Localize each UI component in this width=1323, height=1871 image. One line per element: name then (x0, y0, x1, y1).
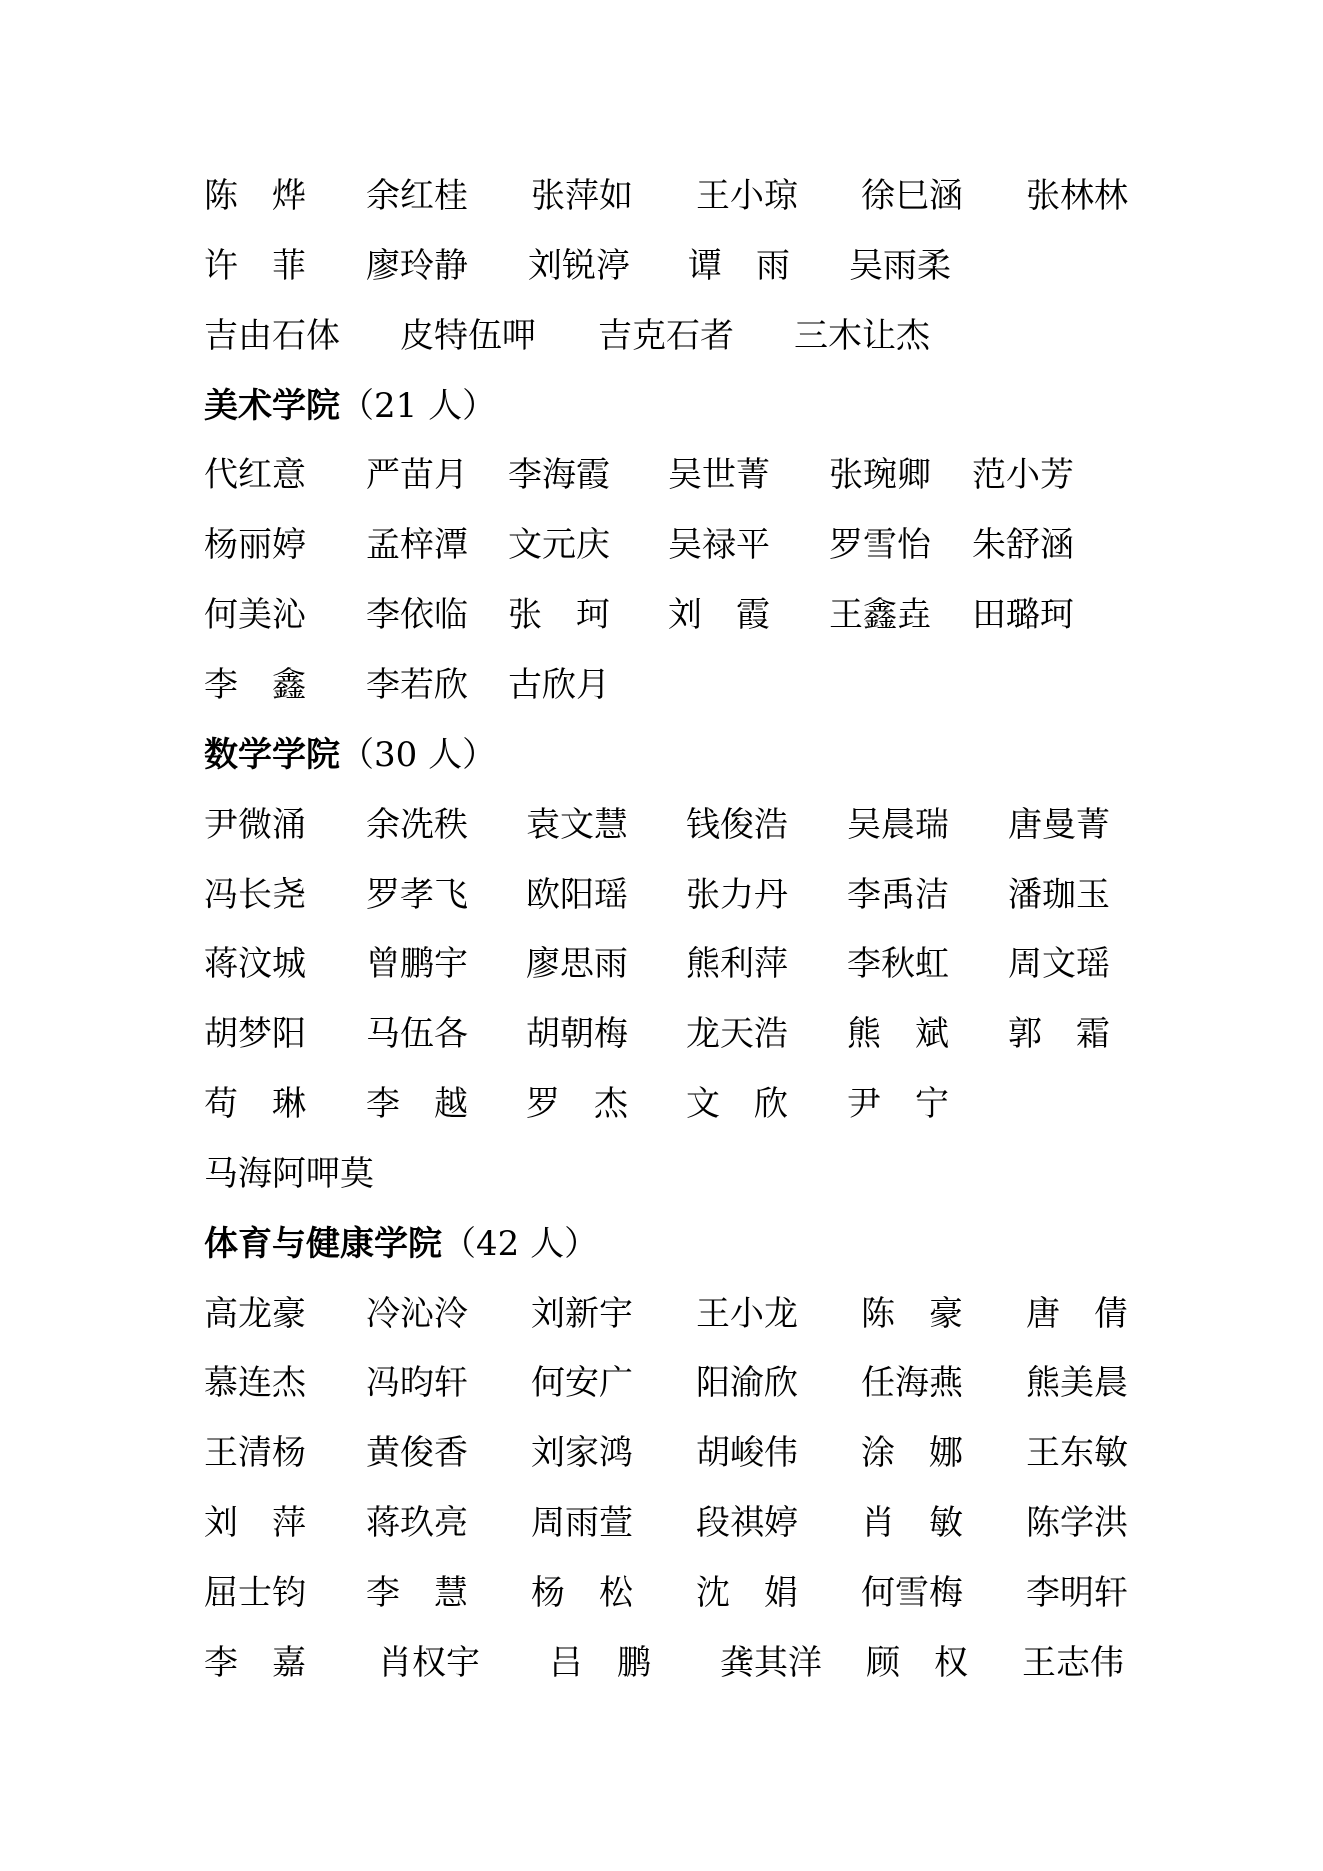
student-name: 李秋虹 (847, 944, 949, 985)
name-row (0, 666, 1323, 704)
student-name: 杨 松 (531, 1573, 633, 1613)
student-name: 三木让杰 (794, 315, 930, 356)
student-name: 陈 烨 (204, 176, 306, 216)
college-name: 体育与健康学院 (204, 1223, 442, 1264)
student-name: 胡朝梅 (526, 1014, 628, 1055)
student-name: 何雪梅 (861, 1573, 963, 1613)
student-name: 余冼秩 (366, 804, 468, 845)
name-row (0, 1155, 1323, 1193)
student-name: 范小芳 (972, 455, 1074, 496)
student-name: 屈士钧 (204, 1573, 306, 1613)
name-row (0, 1015, 1323, 1053)
student-name: 吉克石者 (598, 315, 734, 356)
college-name: 数学学院 (204, 734, 340, 775)
student-name: 沈 娟 (696, 1573, 798, 1613)
student-name: 刘 霞 (668, 595, 770, 636)
student-name: 蒋汶城 (204, 944, 306, 985)
student-name: 田璐珂 (972, 595, 1074, 636)
student-name: 王小龙 (696, 1293, 798, 1334)
student-name: 胡梦阳 (204, 1014, 306, 1055)
student-name: 潘珈玉 (1008, 874, 1110, 915)
student-name: 袁文慧 (526, 804, 628, 845)
student-name: 李依临 (366, 595, 468, 636)
name-row (0, 247, 1323, 285)
student-name: 钱俊浩 (686, 804, 788, 845)
student-name: 龙天浩 (686, 1014, 788, 1055)
student-name: 张萍如 (531, 176, 633, 216)
student-name: 熊美晨 (1026, 1363, 1128, 1404)
student-name: 高龙豪 (204, 1293, 306, 1334)
student-name: 杨丽婷 (204, 525, 306, 566)
student-name: 段祺婷 (696, 1503, 798, 1544)
student-name: 谭 雨 (688, 245, 790, 286)
student-name: 吴世菁 (668, 455, 770, 496)
student-name: 熊利萍 (686, 944, 788, 985)
student-name: 王志伟 (1022, 1642, 1124, 1683)
student-name: 严苗月 (366, 455, 468, 496)
student-name: 李若欣 (366, 664, 468, 705)
name-row (0, 945, 1323, 983)
name-row (0, 876, 1323, 914)
student-name: 周雨萱 (531, 1503, 633, 1544)
student-name: 唐 倩 (1026, 1293, 1128, 1334)
student-name: 吴禄平 (668, 525, 770, 566)
student-name: 唐曼菁 (1008, 804, 1110, 845)
name-row (0, 596, 1323, 634)
student-name: 刘锐渟 (528, 245, 630, 286)
student-name: 吴雨柔 (849, 245, 951, 286)
student-name: 李明轩 (1026, 1573, 1128, 1613)
name-row (0, 317, 1323, 355)
student-name: 何安广 (531, 1363, 633, 1404)
headcount: （21 人） (340, 385, 497, 426)
student-name: 李 鑫 (204, 664, 306, 705)
student-name: 廖思雨 (526, 944, 628, 985)
student-name: 朱舒涵 (972, 525, 1074, 566)
headcount: （30 人） (340, 734, 497, 775)
name-row (0, 806, 1323, 844)
name-row (0, 526, 1323, 564)
student-name: 李禹洁 (847, 874, 949, 915)
student-name: 文元庆 (508, 525, 610, 566)
student-name: 古欣月 (508, 664, 610, 705)
student-name: 李 越 (366, 1084, 468, 1125)
name-row (0, 1644, 1323, 1682)
student-name: 吉由石体 (204, 315, 340, 356)
student-name: 徐巳涵 (861, 176, 963, 216)
name-row (0, 456, 1323, 494)
student-name: 肖 敏 (861, 1503, 963, 1544)
student-name: 李 慧 (366, 1573, 468, 1613)
student-name: 欧阳瑶 (526, 874, 628, 915)
student-name: 熊 斌 (847, 1014, 949, 1055)
student-name: 陈 豪 (861, 1293, 963, 1334)
student-name: 顾 权 (866, 1642, 968, 1683)
student-name: 吕 鹏 (549, 1642, 651, 1683)
student-name: 尹 宁 (847, 1084, 949, 1125)
name-row (0, 177, 1323, 215)
name-row (0, 1364, 1323, 1402)
student-name: 王小琼 (696, 176, 798, 216)
name-row (0, 1504, 1323, 1542)
name-row (0, 1574, 1323, 1612)
student-name: 王鑫垚 (829, 595, 931, 636)
student-name: 孟梓潭 (366, 525, 468, 566)
student-name: 胡峻伟 (696, 1433, 798, 1474)
student-name: 马伍各 (366, 1014, 468, 1055)
student-name: 许 菲 (204, 245, 306, 286)
name-row (0, 1434, 1323, 1472)
student-name: 张琬卿 (829, 455, 931, 496)
student-name: 代红意 (204, 455, 306, 496)
name-row (0, 1295, 1323, 1333)
college-name: 美术学院 (204, 385, 340, 426)
student-name: 刘 萍 (204, 1503, 306, 1544)
student-name: 余红桂 (366, 176, 468, 216)
student-name: 马海阿呷莫 (204, 1153, 374, 1194)
student-name: 皮特伍呷 (400, 315, 536, 356)
student-name: 张力丹 (686, 874, 788, 915)
headcount: （42 人） (442, 1223, 599, 1264)
student-name: 肖权宇 (378, 1642, 480, 1683)
student-name: 冷沁泠 (366, 1293, 468, 1334)
section-heading (204, 736, 496, 774)
student-name: 任海燕 (861, 1363, 963, 1404)
student-name: 苟 琳 (204, 1084, 306, 1125)
student-name: 陈学洪 (1026, 1503, 1128, 1544)
student-name: 涂 娜 (861, 1433, 963, 1474)
student-name: 罗孝飞 (366, 874, 468, 915)
student-name: 罗 杰 (526, 1084, 628, 1125)
student-name: 李 嘉 (204, 1642, 306, 1683)
student-name: 冯昀轩 (366, 1363, 468, 1404)
student-name: 刘家鸿 (531, 1433, 633, 1474)
student-name: 黄俊香 (366, 1433, 468, 1474)
student-name: 李海霞 (508, 455, 610, 496)
student-name: 张 珂 (508, 595, 610, 636)
student-name: 郭 霜 (1008, 1014, 1110, 1055)
student-name: 周文瑶 (1008, 944, 1110, 985)
student-name: 何美沁 (204, 595, 306, 636)
student-name: 阳渝欣 (696, 1363, 798, 1404)
student-name: 王东敏 (1026, 1433, 1128, 1474)
section-heading (204, 1225, 598, 1263)
section-heading (204, 387, 496, 425)
student-name: 罗雪怡 (829, 525, 931, 566)
student-name: 冯长尧 (204, 874, 306, 915)
student-name: 尹微涌 (204, 804, 306, 845)
student-name: 曾鹏宇 (366, 944, 468, 985)
student-name: 龚其洋 (720, 1642, 822, 1683)
student-name: 蒋玖亮 (366, 1503, 468, 1544)
student-name: 廖玲静 (366, 245, 468, 286)
student-name: 王清杨 (204, 1433, 306, 1474)
student-name: 慕连杰 (204, 1363, 306, 1404)
student-name: 刘新宇 (531, 1293, 633, 1334)
name-row (0, 1085, 1323, 1123)
student-name: 文 欣 (686, 1084, 788, 1125)
student-name: 张林林 (1026, 176, 1128, 216)
student-name: 吴晨瑞 (847, 804, 949, 845)
